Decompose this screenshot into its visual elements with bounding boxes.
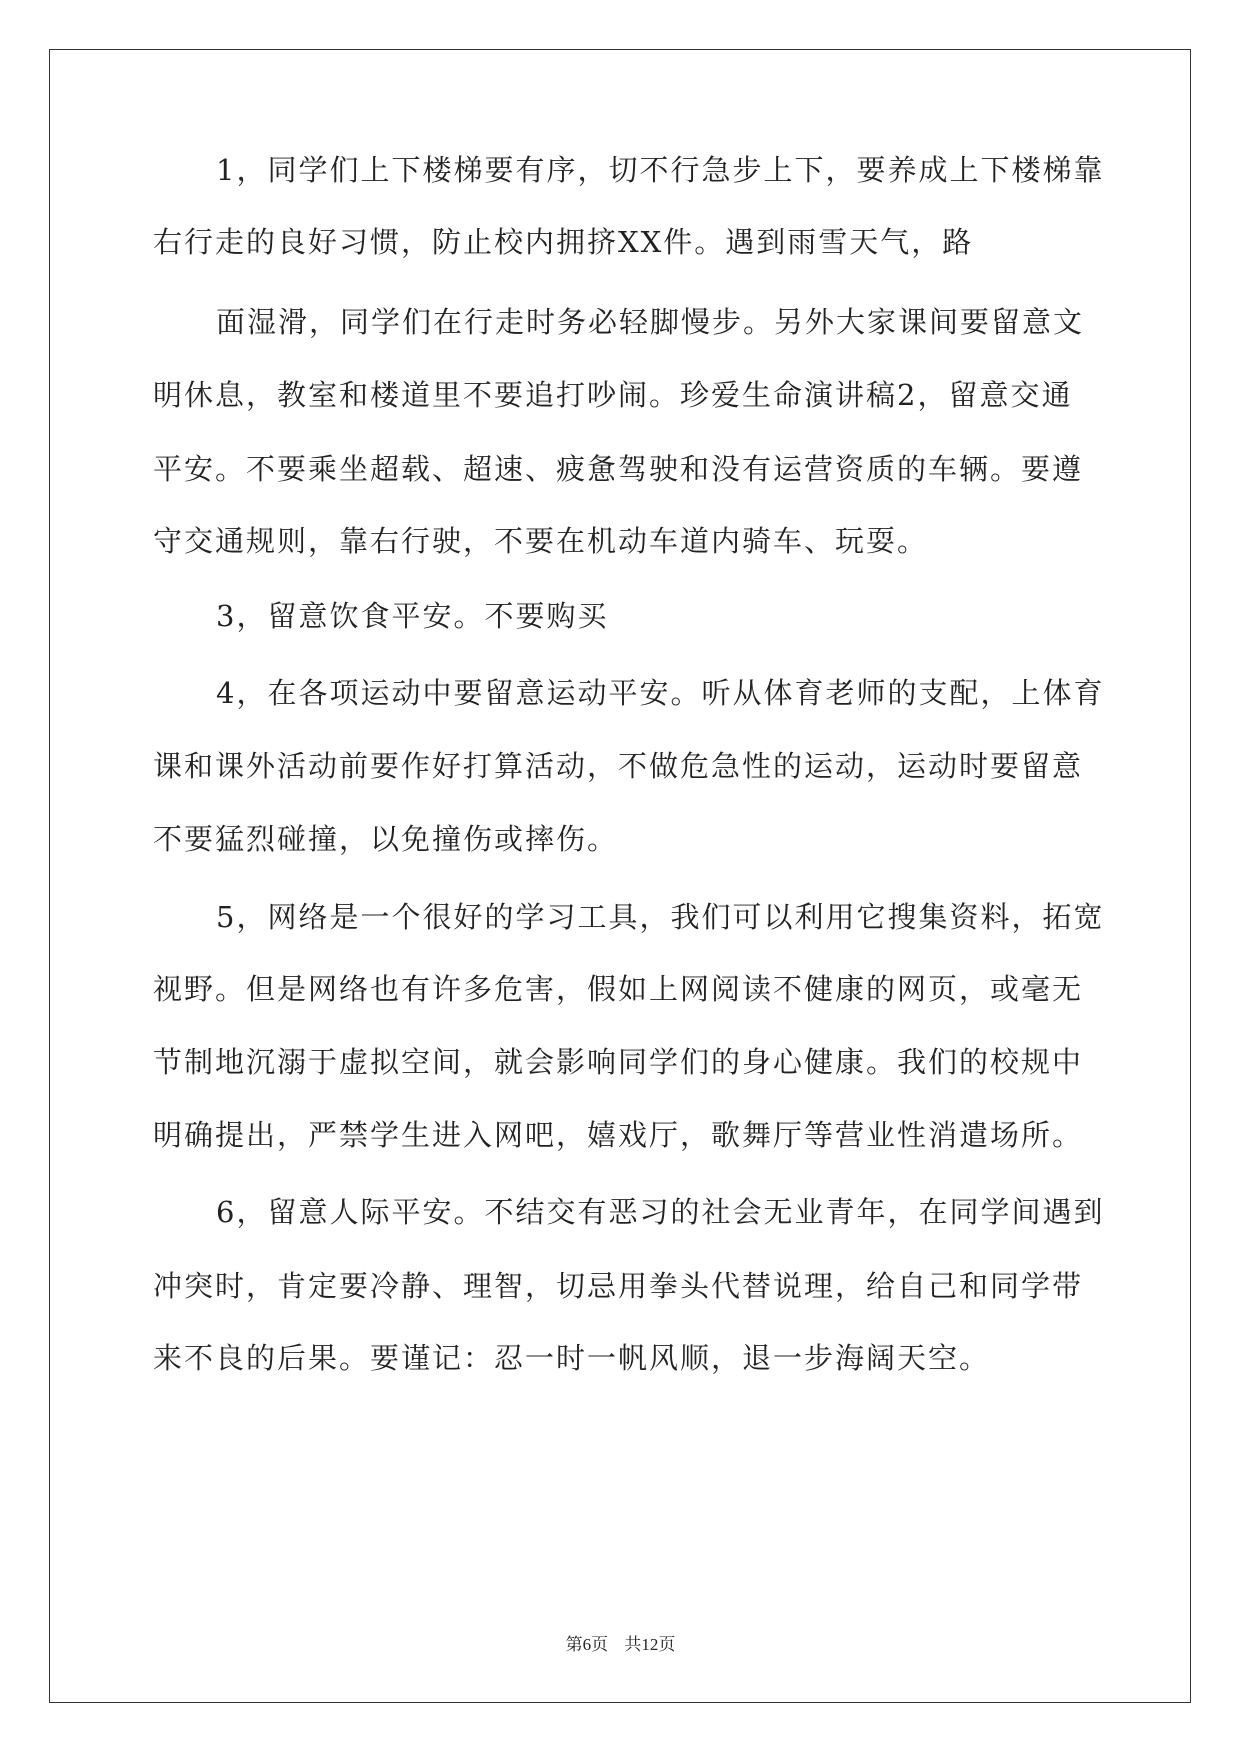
text-line: 冲突时，肯定要冷静、理智，切忌用拳头代替说理，给自己和同学带 bbox=[153, 1269, 1084, 1303]
page-footer bbox=[0, 1630, 1241, 1655]
text-line: 明休息，教室和楼道里不要追打吵闹。珍爱生命演讲稿2，留意交通 bbox=[153, 378, 1073, 412]
text-line: 明确提出，严禁学生进入网吧，嬉戏厅，歌舞厅等营业性消遣场所。 bbox=[153, 1118, 1084, 1152]
text-line: 不要猛烈碰撞，以免撞伤或摔伤。 bbox=[153, 822, 619, 856]
text-line: 守交通规则，靠右行驶，不要在机动车道内骑车、玩耍。 bbox=[153, 524, 929, 558]
page-number: 第6页 bbox=[565, 1635, 609, 1654]
text-line: 4，在各项运动中要留意运动平安。听从体育老师的支配，上体育 bbox=[216, 676, 1105, 710]
text-line: 面湿滑，同学们在行走时务必轻脚慢步。另外大家课间要留意文 bbox=[216, 305, 1085, 339]
text-line: 课和课外活动前要作好打算活动，不做危急性的运动，运动时要留意 bbox=[153, 749, 1084, 783]
text-line: 来不良的后果。要谨记：忍一时一帆风顺，退一步海阔天空。 bbox=[153, 1341, 991, 1375]
text-line: 5，网络是一个很好的学习工具，我们可以利用它搜集资料，拓宽 bbox=[216, 900, 1105, 934]
text-line: 右行走的良好习惯，防止校内拥挤XX件。遇到雨雪天气，路 bbox=[153, 225, 974, 259]
page-border bbox=[49, 49, 1191, 1703]
text-line: 视野。但是网络也有许多危害，假如上网阅读不健康的网页，或毫无 bbox=[153, 972, 1084, 1006]
text-line: 3，留意饮食平安。不要购买 bbox=[216, 599, 609, 633]
page-total: 共12页 bbox=[624, 1635, 676, 1654]
text-line: 平安。不要乘坐超载、超速、疲惫驾驶和没有运营资质的车辆。要遵 bbox=[153, 452, 1084, 486]
text-line: 节制地沉溺于虚拟空间，就会影响同学们的身心健康。我们的校规中 bbox=[153, 1045, 1084, 1079]
text-line: 6，留意人际平安。不结交有恶习的社会无业青年，在同学间遇到 bbox=[216, 1195, 1105, 1229]
text-line: 1，同学们上下楼梯要有序，切不行急步上下，要养成上下楼梯靠 bbox=[216, 153, 1105, 187]
